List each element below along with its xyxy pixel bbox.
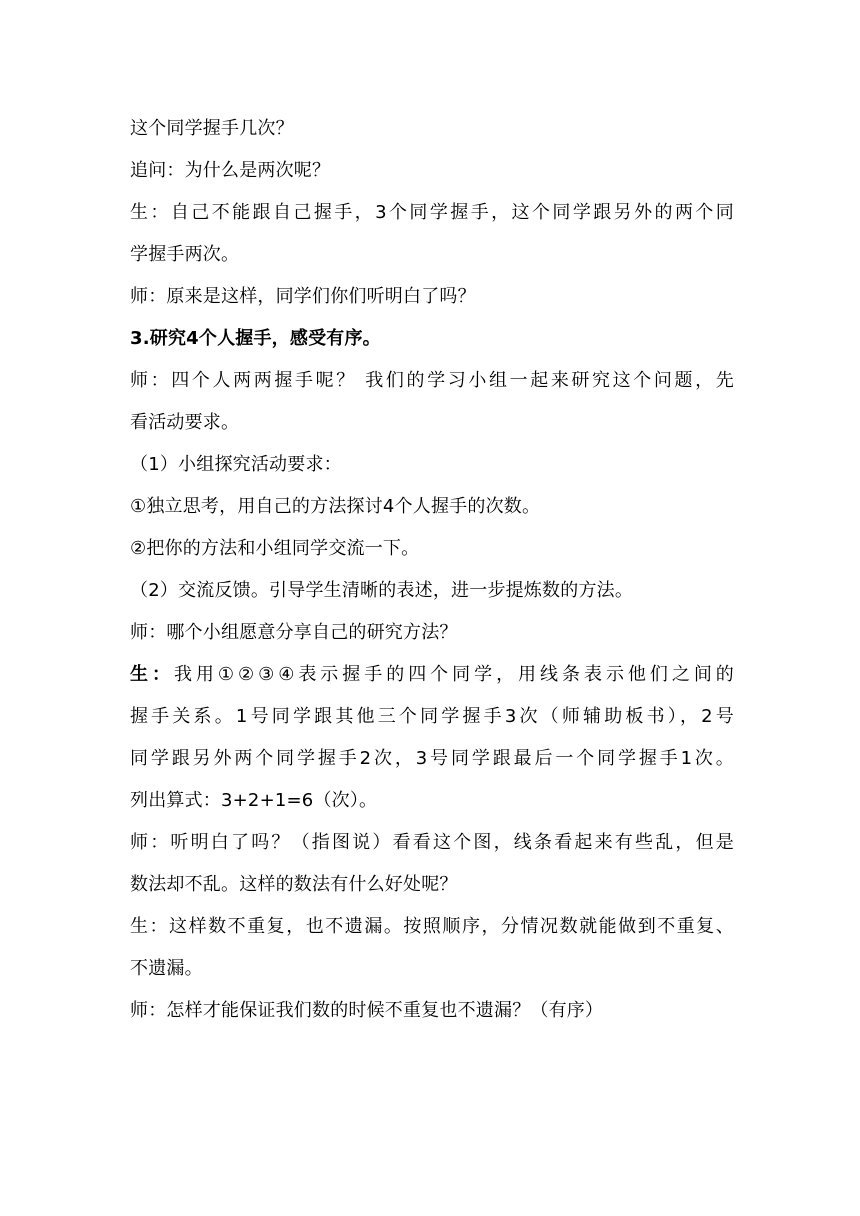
text-line: 师：四个人两两握手呢？ 我们的学习小组一起来研究这个问题，先 <box>130 370 734 391</box>
text-line: 同学跟另外两个同学握手2次，3号同学跟最后一个同学握手1次。 <box>130 748 734 769</box>
text-span: 我用①②③④表示握手的四个同学，用线条表示他们之间的 <box>173 664 734 685</box>
text-line: 这个同学握手几次？ <box>130 118 294 139</box>
text-line: 不遗漏。 <box>130 958 203 979</box>
text-line: 生：这样数不重复，也不遗漏。按照顺序，分情况数就能做到不重复、 <box>130 916 734 937</box>
text-line: 生：自己不能跟自己握手，3个同学握手，这个同学跟另外的两个同 <box>130 202 734 223</box>
text-line: 学握手两次。 <box>130 244 240 265</box>
section-heading: 3.研究4个人握手，感受有序。 <box>130 328 381 349</box>
text-line: 师：原来是这样，同学们你们听明白了吗？ <box>130 286 476 307</box>
text-line: 数法却不乱。这样的数法有什么好处呢？ <box>130 874 458 895</box>
text-line: 师：听明白了吗？（指图说）看看这个图，线条看起来有些乱，但是 <box>130 832 734 853</box>
text-line: 师：哪个小组愿意分享自己的研究方法？ <box>130 622 458 643</box>
text-line: ②把你的方法和小组同学交流一下。 <box>130 538 420 559</box>
text-line <box>130 654 734 696</box>
text-line: 追问：为什么是两次呢？ <box>130 160 331 181</box>
speaker-label: 生： <box>130 664 174 685</box>
text-line: （1）小组探究活动要求： <box>130 454 342 475</box>
text-line: 师：怎样才能保证我们数的时候不重复也不遗漏？（有序） <box>130 1000 604 1021</box>
text-line: 握手关系。1号同学跟其他三个同学握手3次（师辅助板书），2号 <box>130 706 734 727</box>
text-line: ①独立思考，用自己的方法探讨4个人握手的次数。 <box>130 496 541 517</box>
document-page <box>130 108 734 1032</box>
text-line: 看活动要求。 <box>130 412 240 433</box>
text-line: 列出算式：3+2+1=6（次）。 <box>130 790 378 811</box>
text-line: （2）交流反馈。引导学生清晰的表述，进一步提炼数的方法。 <box>130 580 634 601</box>
